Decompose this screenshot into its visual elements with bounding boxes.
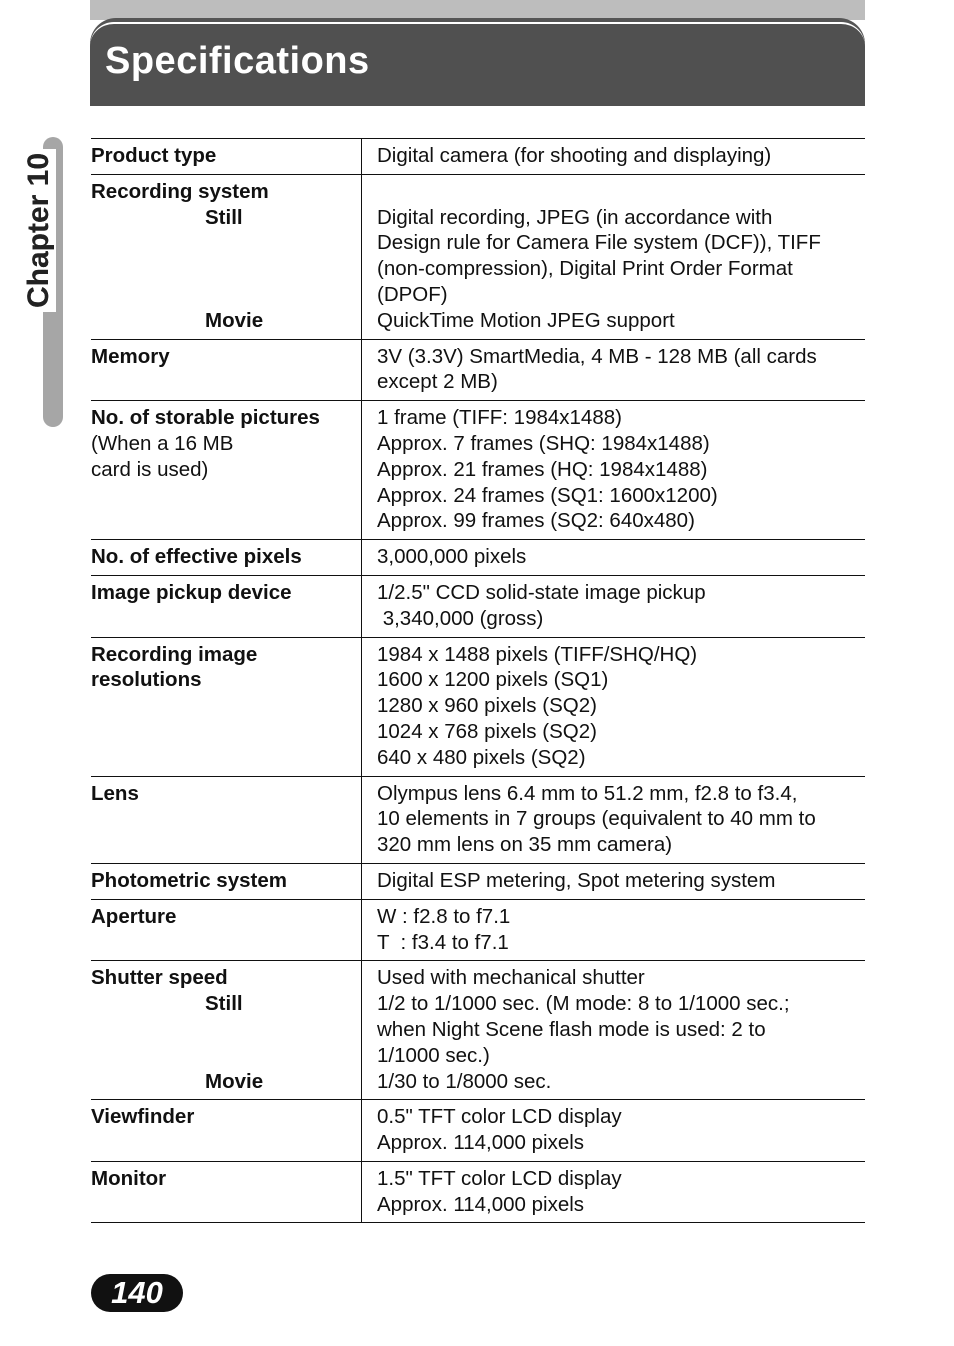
spec-value-cell: [362, 961, 866, 1100]
spec-value: Design rule for Camera File system (DCF)), TIFF: [377, 231, 821, 255]
page-title: Specifications: [105, 40, 370, 82]
spec-value-cell: [362, 637, 866, 776]
spec-value: 10 elements in 7 groups (equivalent to 40 mm to: [377, 807, 816, 831]
spec-key-cell: [91, 961, 362, 1100]
spec-row-lens: [91, 776, 865, 863]
spec-key: No. of effective pixels: [91, 545, 302, 569]
spec-key-cell: [91, 174, 362, 339]
spec-value: Approx. 7 frames (SHQ: 1984x1488): [377, 431, 710, 455]
spec-value: Digital ESP metering, Spot metering system: [377, 868, 776, 892]
spec-value: Approx. 21 frames (HQ: 1984x1488): [377, 457, 708, 481]
spec-key-cell: [91, 1161, 362, 1223]
spec-value: (non-compression), Digital Print Order Format: [377, 257, 793, 281]
spec-key: Image pickup device: [91, 580, 292, 604]
spec-value: 3,340,000 (gross): [377, 606, 544, 630]
spec-table: [91, 138, 865, 1223]
spec-key: Recording image: [91, 642, 258, 666]
spec-key-cell: [91, 863, 362, 899]
spec-row-effective-pixels: [91, 540, 865, 576]
spec-row-aperture: [91, 899, 865, 961]
spacer: [91, 230, 357, 282]
header-strip: [90, 0, 865, 20]
spec-value: Approx. 114,000 pixels: [377, 1131, 585, 1155]
spec-value: 1/2.5" CCD solid-state image pickup: [377, 580, 706, 604]
spec-value: except 2 MB): [377, 370, 498, 394]
spec-value-cell: [362, 174, 866, 339]
spec-value: 1984 x 1488 pixels (TIFF/SHQ/HQ): [377, 642, 698, 666]
spec-subkey-still: Still: [205, 205, 243, 229]
spec-value-cell: [362, 1100, 866, 1162]
spec-value: when Night Scene flash mode is used: 2 to: [377, 1017, 766, 1041]
spec-value: 3V (3.3V) SmartMedia, 4 MB - 128 MB (all cards: [377, 344, 817, 368]
spec-key-cell: [91, 339, 362, 401]
spec-key: Monitor: [91, 1166, 167, 1190]
chapter-label: Chapter 10: [22, 149, 56, 312]
spec-value: Digital recording, JPEG (in accordance with: [377, 205, 773, 229]
spec-key: Lens: [91, 781, 139, 805]
spacer: [377, 179, 865, 205]
spec-key-note: card is used): [91, 457, 209, 481]
spec-key: resolutions: [91, 668, 202, 692]
spec-row-shutter-speed: [91, 961, 865, 1100]
spec-subkey-movie: Movie: [205, 308, 264, 332]
spec-value: W : f2.8 to f7.1: [377, 904, 511, 928]
spec-row-storable-pictures: [91, 401, 865, 540]
spec-key: Product type: [91, 144, 217, 167]
spec-key-cell: [91, 637, 362, 776]
spec-value: Used with mechanical shutter: [377, 966, 645, 990]
spec-row-photometric: [91, 863, 865, 899]
spec-row-resolutions: [91, 637, 865, 776]
spec-value: 3,000,000 pixels: [377, 545, 527, 569]
spec-key: Photometric system: [91, 868, 287, 892]
spec-row-viewfinder: [91, 1100, 865, 1162]
spec-row-memory: [91, 339, 865, 401]
spec-key-cell: [91, 776, 362, 863]
spec-value-cell: [362, 863, 866, 899]
spec-key-note: (When a 16 MB: [91, 431, 234, 455]
spec-value-cell: [362, 776, 866, 863]
spec-value: 320 mm lens on 35 mm camera): [377, 833, 673, 857]
spec-value-cell: [362, 540, 866, 576]
spec-key-cell: [91, 139, 362, 175]
spacer: [91, 282, 357, 308]
spec-key: Aperture: [91, 904, 177, 928]
spec-value: QuickTime Motion JPEG support: [377, 308, 675, 332]
spec-key: Recording system: [91, 179, 269, 203]
spec-value: 1024 x 768 pixels (SQ2): [377, 719, 597, 743]
spec-value: (DPOF): [377, 282, 448, 306]
spec-value: Digital camera (for shooting and displaying): [377, 144, 772, 167]
spec-row-monitor: [91, 1161, 865, 1223]
spec-value: Approx. 114,000 pixels: [377, 1192, 585, 1216]
spec-row-image-pickup: [91, 575, 865, 637]
spec-key-cell: [91, 575, 362, 637]
spec-key: Memory: [91, 344, 170, 368]
spec-value-cell: [362, 575, 866, 637]
spec-value: 1/2 to 1/1000 sec. (M mode: 8 to 1/1000 sec.;: [377, 992, 790, 1016]
spec-row-product-type: [91, 139, 865, 175]
spec-key-cell: [91, 401, 362, 540]
spec-value: 1600 x 1200 pixels (SQ1): [377, 668, 609, 692]
spec-value: Approx. 99 frames (SQ2: 640x480): [377, 509, 695, 533]
spacer: [91, 1017, 357, 1069]
spec-value: 1/1000 sec.): [377, 1043, 490, 1067]
spec-key-cell: [91, 540, 362, 576]
spec-value: 1280 x 960 pixels (SQ2): [377, 694, 597, 718]
spec-subkey-still: Still: [205, 992, 243, 1016]
spec-value: 1 frame (TIFF: 1984x1488): [377, 406, 622, 430]
spec-value-cell: [362, 339, 866, 401]
spec-key: Viewfinder: [91, 1105, 195, 1129]
spec-key-cell: [91, 1100, 362, 1162]
spec-value: 1.5" TFT color LCD display: [377, 1166, 622, 1190]
spec-key-cell: [91, 899, 362, 961]
spec-value: Approx. 24 frames (SQ1: 1600x1200): [377, 483, 718, 507]
page-number: 140: [91, 1274, 183, 1312]
spec-value-cell: [362, 401, 866, 540]
spec-value: Olympus lens 6.4 mm to 51.2 mm, f2.8 to f3.4,: [377, 781, 798, 805]
spec-value-cell: [362, 899, 866, 961]
spec-value: T : f3.4 to f7.1: [377, 930, 509, 954]
spec-value: 1/30 to 1/8000 sec.: [377, 1069, 552, 1093]
spec-value-cell: [362, 139, 866, 175]
spec-value: 640 x 480 pixels (SQ2): [377, 745, 586, 769]
spec-value-cell: [362, 1161, 866, 1223]
spec-row-recording-system: [91, 174, 865, 339]
spec-subkey-movie: Movie: [205, 1069, 264, 1093]
spec-key: Shutter speed: [91, 966, 228, 990]
spec-value: 0.5" TFT color LCD display: [377, 1105, 622, 1129]
spec-key: No. of storable pictures: [91, 406, 320, 430]
